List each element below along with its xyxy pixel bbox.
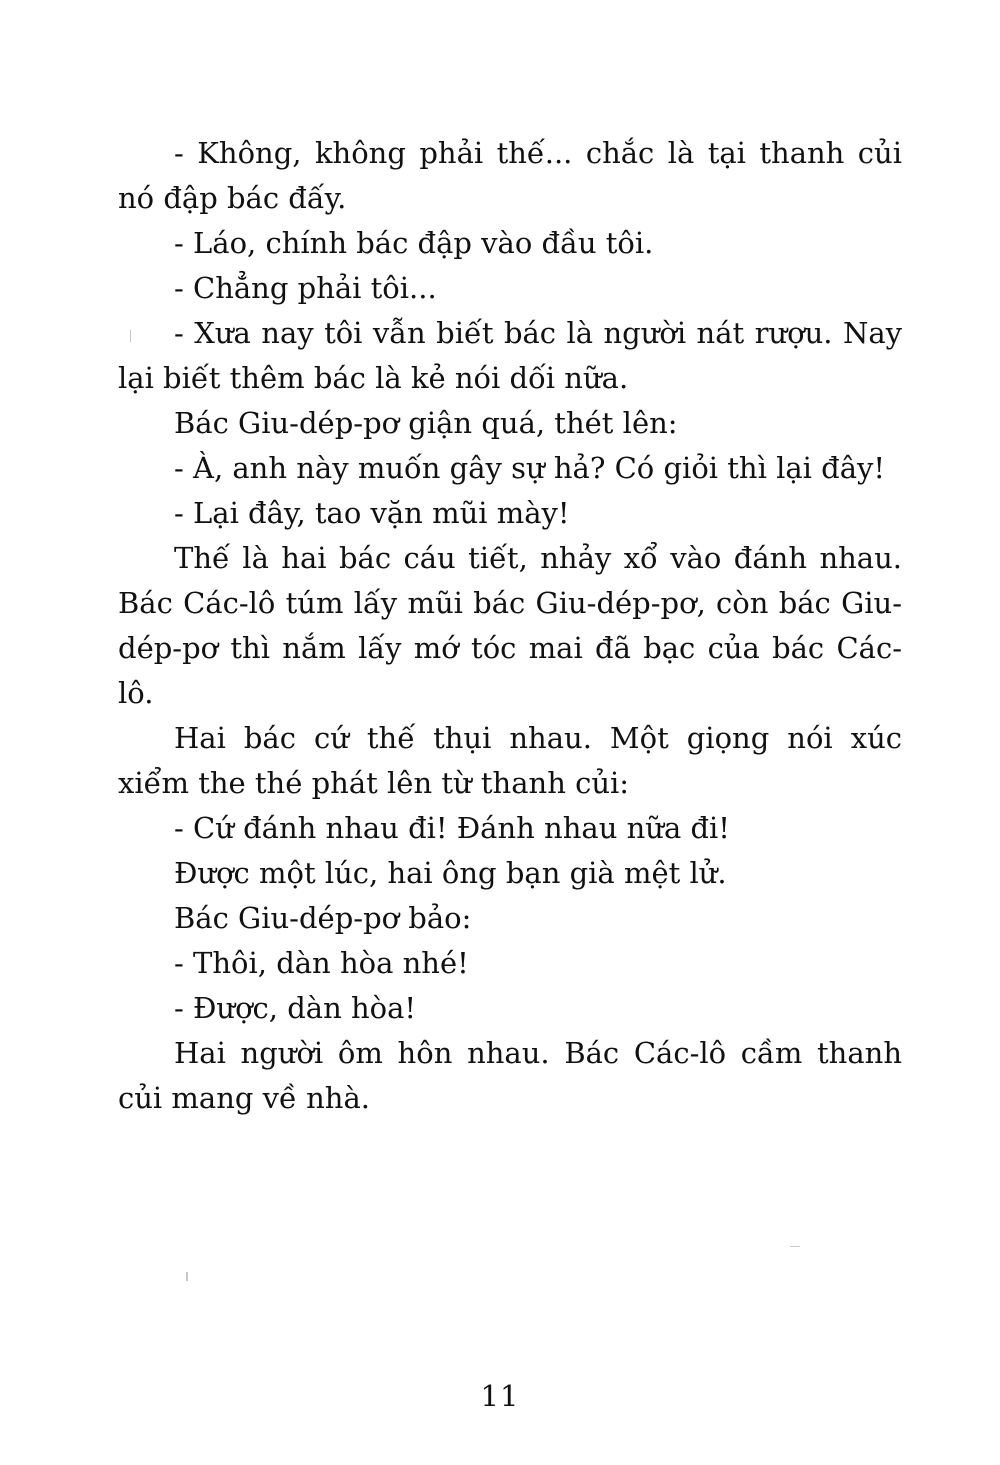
scan-speck [186,1272,188,1281]
paragraph-15: Hai người ôm hôn nhau. Bác Các-lô cầm thanh củi mang về nhà. [118,1036,902,1115]
page-number: 11 [480,1379,520,1413]
paragraph-6: - À, anh này muốn gây sự hả? Có giỏi thì lại đây! [174,451,886,485]
paragraph-11: Được một lúc, hai ông bạn già mệt lử. [174,856,727,890]
paragraph-5: Bác Giu-dép-pơ giận quá, thét lên: [174,406,678,440]
paragraph-3: - Chẳng phải tôi... [174,271,437,305]
paragraph-7: - Lại đây, tao vặn mũi mày! [174,496,570,530]
paragraph-13: - Thôi, dàn hòa nhé! [174,946,469,980]
paragraph-1: - Không, không phải thế... chắc là tại thanh củi nó đập bác đấy. [118,136,902,215]
paragraph-2: - Láo, chính bác đập vào đầu tôi. [174,226,654,260]
scan-speck [130,330,131,342]
paragraph-4: - Xưa nay tôi vẫn biết bác là người nát rượu. Nay lại biết thêm bác là kẻ nói dối nữa. [118,316,902,395]
story-text [118,131,902,1121]
paragraph-8: Thế là hai bác cáu tiết, nhảy xổ vào đánh nhau. Bác Các-lô túm lấy mũi bác Giu-dép-pơ, còn bác Giu-dép-pơ thì nắm lấy mớ tóc mai đã bạc của bác Các-lô. [118,541,902,710]
scan-speck [790,1246,800,1247]
paragraph-10: - Cứ đánh nhau đi! Đánh nhau nữa đi! [174,811,730,845]
paragraph-12: Bác Giu-dép-pơ bảo: [174,901,472,935]
paragraph-14: - Được, dàn hòa! [174,991,417,1025]
paragraph-9: Hai bác cứ thế thụi nhau. Một giọng nói xúc xiểm the thé phát lên từ thanh củi: [118,721,902,800]
